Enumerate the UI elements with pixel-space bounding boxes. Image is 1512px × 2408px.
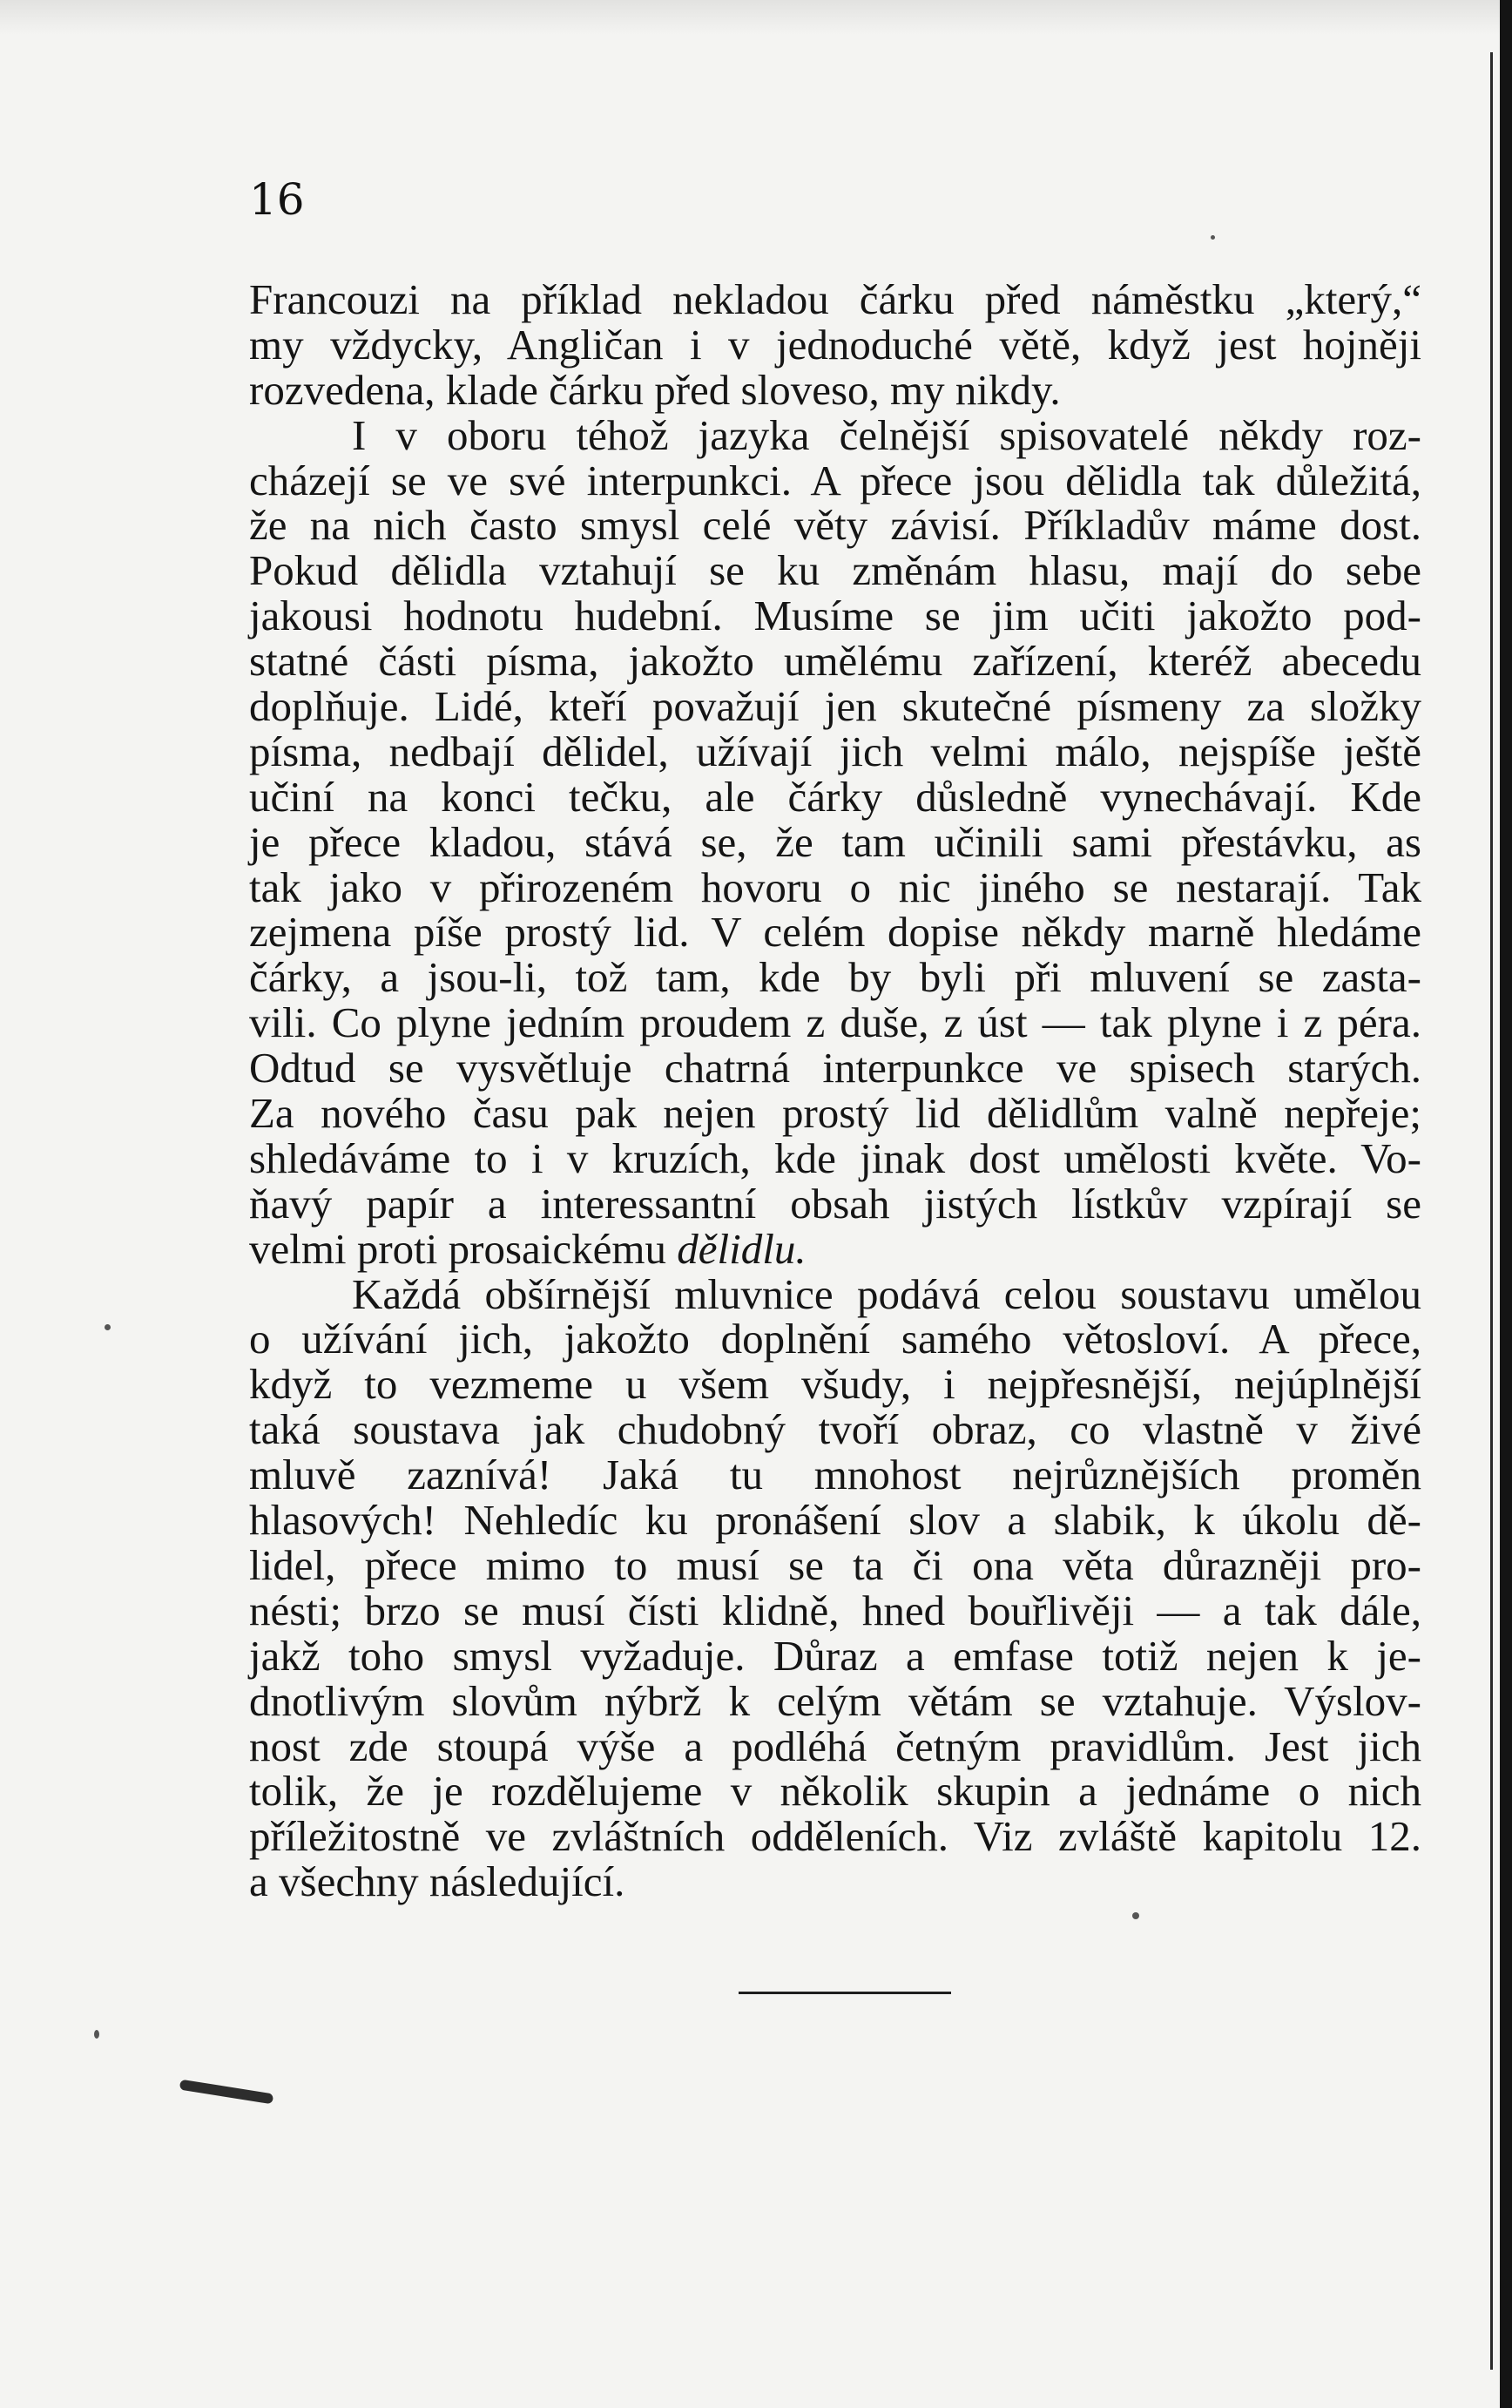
text-line: když to vezmeme u všem všudy, i nejpřesnější, nejúplnější xyxy=(249,1360,1421,1409)
ink-speck xyxy=(94,2030,99,2039)
ink-speck xyxy=(105,1324,111,1330)
page-binding-edge xyxy=(1500,0,1512,2408)
text-line: rozvedena, klade čárku před sloveso, my nikdy. xyxy=(249,365,1061,414)
ink-speck xyxy=(1211,235,1215,240)
ink-speck xyxy=(1132,1912,1139,1919)
body-text xyxy=(249,277,1421,1904)
page-edge-line xyxy=(1490,52,1493,2370)
text-line: Odtud se vysvětluje chatrná interpunkce ve spisech starých. xyxy=(249,1044,1421,1092)
text-line: tak jako v přirozeném hovoru o nic jiného se nestarají. Tak xyxy=(249,862,1421,911)
text-line: učiní na konci tečku, ale čárky důsledně vynechávají. Kde xyxy=(249,772,1421,821)
text-line: shledáváme to i v kruzích, kde jinak dost umělosti květe. Vo- xyxy=(249,1133,1421,1182)
text-line: doplňuje. Lidé, kteří považují jen skutečné písmeny za složky xyxy=(249,682,1421,731)
text-line: nésti; brzo se musí čísti klidně, hned bouřlivěji — a tak dále, xyxy=(249,1586,1421,1634)
text-line: statné části písma, jakožto umělému zařízení, kteréž abecedu xyxy=(249,637,1421,686)
ink-smudge xyxy=(179,2080,274,2105)
text-line: nost zde stoupá výše a podléhá četným pravidlům. Jest jich xyxy=(249,1721,1421,1770)
text-line: tolik, že je rozdělujeme v několik skupin a jednáme o nich xyxy=(249,1767,1421,1816)
text-line: Za nového času pak nejen prostý lid dělidlům valně nepřeje; xyxy=(249,1089,1421,1138)
text-line: ňavý papír a interessantní obsah jistých lístkův vzpírají se xyxy=(249,1179,1421,1228)
text-line: dnotlivým slovům nýbrž k celým větám se vztahuje. Výslov- xyxy=(249,1676,1421,1725)
text-line: jakž toho smysl vyžaduje. Důraz a emfase totiž nejen k je- xyxy=(249,1631,1421,1680)
text-line: o užívání jich, jakožto doplnění samého větosloví. A přece, xyxy=(249,1315,1421,1363)
page-number: 16 xyxy=(249,174,305,225)
text-line: čárky, a jsou-li, tož tam, kde by byli při mluvení se zasta- xyxy=(249,953,1421,1002)
italic-word: dělidlu. xyxy=(677,1224,807,1273)
text-line: jakousi hodnotu hudební. Musíme se jim učiti jakožto pod- xyxy=(249,592,1421,640)
text-line: příležitostně ve zvláštních odděleních. Viz zvláště kapitolu 12. xyxy=(249,1812,1421,1861)
text-line: cházejí se ve své interpunkci. A přece jsou dělidla tak důležitá, xyxy=(249,456,1421,504)
text-line: že na nich často smysl celé věty závisí. Příkladův máme dost. xyxy=(249,501,1421,550)
text-line: písma, nedbají dělidel, užívají jich velmi málo, nejspíše ještě xyxy=(249,727,1421,775)
text-line: taká soustava jak chudobný tvoří obraz, co vlastně v živé xyxy=(249,1405,1421,1454)
text-line: lidel, přece mimo to musí se ta či ona věta důrazněji pro- xyxy=(249,1540,1421,1589)
text-line: zejmena píše prostý lid. V celém dopise někdy marně hledáme xyxy=(249,908,1421,957)
text-line: Pokud dělidla vztahují se ku změnám hlasu, mají do sebe xyxy=(249,546,1421,595)
text-line: Každá obšírnější mluvnice podává celou soustavu umělou xyxy=(352,1269,1421,1318)
text-line: my vždycky, Angličan i v jednoduché větě, když jest hojněji xyxy=(249,320,1421,369)
section-end-rule xyxy=(739,1992,951,1994)
page-top-shade xyxy=(0,0,1512,35)
text-line: hlasových! Nehledíc ku pronášení slov a slabik, k úkolu dě- xyxy=(249,1496,1421,1545)
text-line: je přece kladou, stává se, že tam učinili sami přestávku, as xyxy=(249,817,1421,866)
text-line: Francouzi na příklad nekladou čárku před náměstku „který,“ xyxy=(249,275,1421,323)
text-run: velmi proti prosaickému xyxy=(249,1224,678,1273)
text-line: mluvě zaznívá! Jaká tu mnohost nejrůznějších proměn xyxy=(249,1451,1421,1499)
text-line xyxy=(249,1224,1421,1273)
text-line: a všechny následující. xyxy=(249,1857,625,1906)
text-line: I v oboru téhož jazyka čelnější spisovatelé někdy roz- xyxy=(352,410,1421,459)
text-line: vili. Co plyne jedním proudem z duše, z úst — tak plyne i z péra. xyxy=(249,998,1421,1047)
